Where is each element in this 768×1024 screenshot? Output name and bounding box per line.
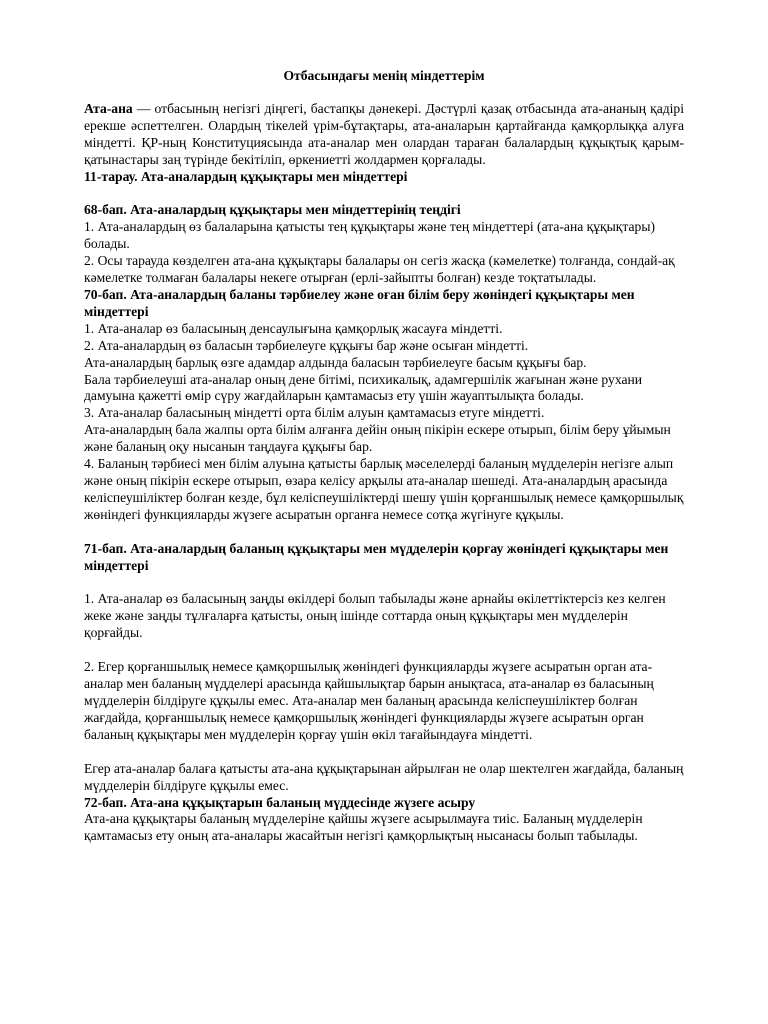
spacer <box>84 185 684 202</box>
article-71-paragraph-1: 1. Ата-аналар өз баласының заңды өкілдері болып табылады және арнайы өкілеттіктерсіз кез келген жеке және заңды тұлғаларға қатысты, оның ішінде соттарда оның құқықтары мен мүдделерін қорғайды. <box>84 591 666 641</box>
article-70-paragraph-1: 1. Ата-аналар өз баласының денсаулығына қамқорлық жасауға міндетті. <box>84 320 503 336</box>
intro-term: Ата-ана <box>84 100 133 116</box>
article-70-paragraph-6: Ата-аналардың бала жалпы орта білім алғанға дейін оның пікірін ескере отырып, білім беру ұйымын және баланың оқу нысанын таңдауға құқығы бар. <box>84 422 671 455</box>
article-70-paragraph-4: Бала тәрбиелеуші ата-аналар оның дене бітімі, психикалық, адамгершілік жағынан және рухани дамуына қажетті өмір сүру жағдайларын қамтамасыз ету үшін жауаптылықта болады. <box>84 371 643 404</box>
intro-text: — отбасының негізгі діңгегі, бастапқы дәнекері. Дәстүрлі қазақ отбасында ата-ананың қадірі ерекше әспеттелген. Олардың тікелей үрім-бұтақтары, ата-аналарын қартайғанда қамқорлыққа алуға міндетті. ҚР-ның Конституциясында ата-аналар мен олардан тараған балалардың құқықтық қарым-қатынастары заң түрінде бекітіліп, өркениетті жолдармен қорғалады. <box>84 100 684 167</box>
document-title: Отбасындағы менің міндеттерім <box>283 68 485 83</box>
spacer <box>84 524 684 541</box>
intro-paragraph <box>84 101 684 169</box>
article-70-paragraph-3: Ата-аналардың барлық өзге адамдар алдында баласын тәрбиелеуге басым құқығы бар. <box>84 354 587 370</box>
article-72-heading: 72-бап. Ата-ана құқықтарын баланың мүддесінде жүзеге асыру <box>84 794 476 810</box>
article-70-heading: 70-бап. Ата-аналардың баланы тәрбиелеу және оған білім беру жөніндегі құқықтары мен міндеттері <box>84 286 635 319</box>
spacer <box>84 574 684 591</box>
article-70-paragraph-7: 4. Баланың тәрбиесі мен білім алуына қатысты барлық мәселелерді баланың мүдделерін негізге алып және оның пікірін ескере отырып, өзара келісу арқылы ата-аналар шешеді. Ата-аналардың арасында келіспеушіліктер болған кезде, бұл келіспеушіліктерді шешу үшін қорғаншылық немесе қамқоршылық жөніндегі функцияларды жүзеге асыратын органға немесе сотқа жүгінуге құқылы. <box>84 456 684 522</box>
spacer <box>84 744 684 761</box>
spacer <box>84 642 684 659</box>
chapter-heading: 11-тарау. Ата-аналардың құқықтары мен міндеттері <box>84 168 408 184</box>
article-72-paragraph-1: Ата-ана құқықтары баланың мүдделеріне қайшы жүзеге асырылмауға тиіс. Баланың мүдделерін қамтамасыз ету оның ата-аналары жасайтын негізгі қамқорлықтың нысанасы болып табылады. <box>84 811 643 844</box>
article-70-paragraph-2: 2. Ата-аналардың өз баласын тәрбиелеуге құқығы бар және осыған міндетті. <box>84 337 529 353</box>
article-71-heading: 71-бап. Ата-аналардың баланың құқықтары мен мүдделерін қорғау жөніндегі құқықтары мен міндеттері <box>84 540 669 573</box>
article-68-heading: 68-бап. Ата-аналардың құқықтары мен міндеттерінің теңдігі <box>84 202 461 218</box>
article-70-paragraph-5: 3. Ата-аналар баласының міндетті орта білім алуын қамтамасыз етуге міндетті. <box>84 405 545 421</box>
article-68-paragraph-1: 1. Ата-аналардың өз балаларына қатысты тең құқықтары және тең міндеттері (ата-ана құқықтары) болады. <box>84 219 655 252</box>
article-71-paragraph-3: Егер ата-аналар балаға қатысты ата-ана құқықтарынан айрылған не олар шектелген жағдайда, баланың мүдделерін білдіруге құқылы емес. <box>84 760 684 793</box>
article-71-paragraph-2: 2. Егер қорғаншылық немесе қамқоршылық жөніндегі функцияларды жүзеге асыратын орган ата-аналар мен баланың мүдделері арасында қайшылықтар барын анықтаса, ата-аналар өз баласының мүдделерін білдіруге құқылы емес. Ата-аналар мен баланың арасында келіспеушіліктер болған жағдайда, қорғаншылық немесе қамқоршылық жөніндегі функцияларды жүзеге асыратын орган баланың құқықтары мен мүдделерін қорғау үшін өкіл тағайындауға міндетті. <box>84 659 654 742</box>
article-68-paragraph-2: 2. Осы тарауда көзделген ата-ана құқықтары балалары он сегіз жасқа (кәмелетке) толғанда, сондай-ақ кәмелетке толмаған балалары некеге отырған (ерлі-зайыпты болған) кезде тоқтатылады. <box>84 253 675 286</box>
